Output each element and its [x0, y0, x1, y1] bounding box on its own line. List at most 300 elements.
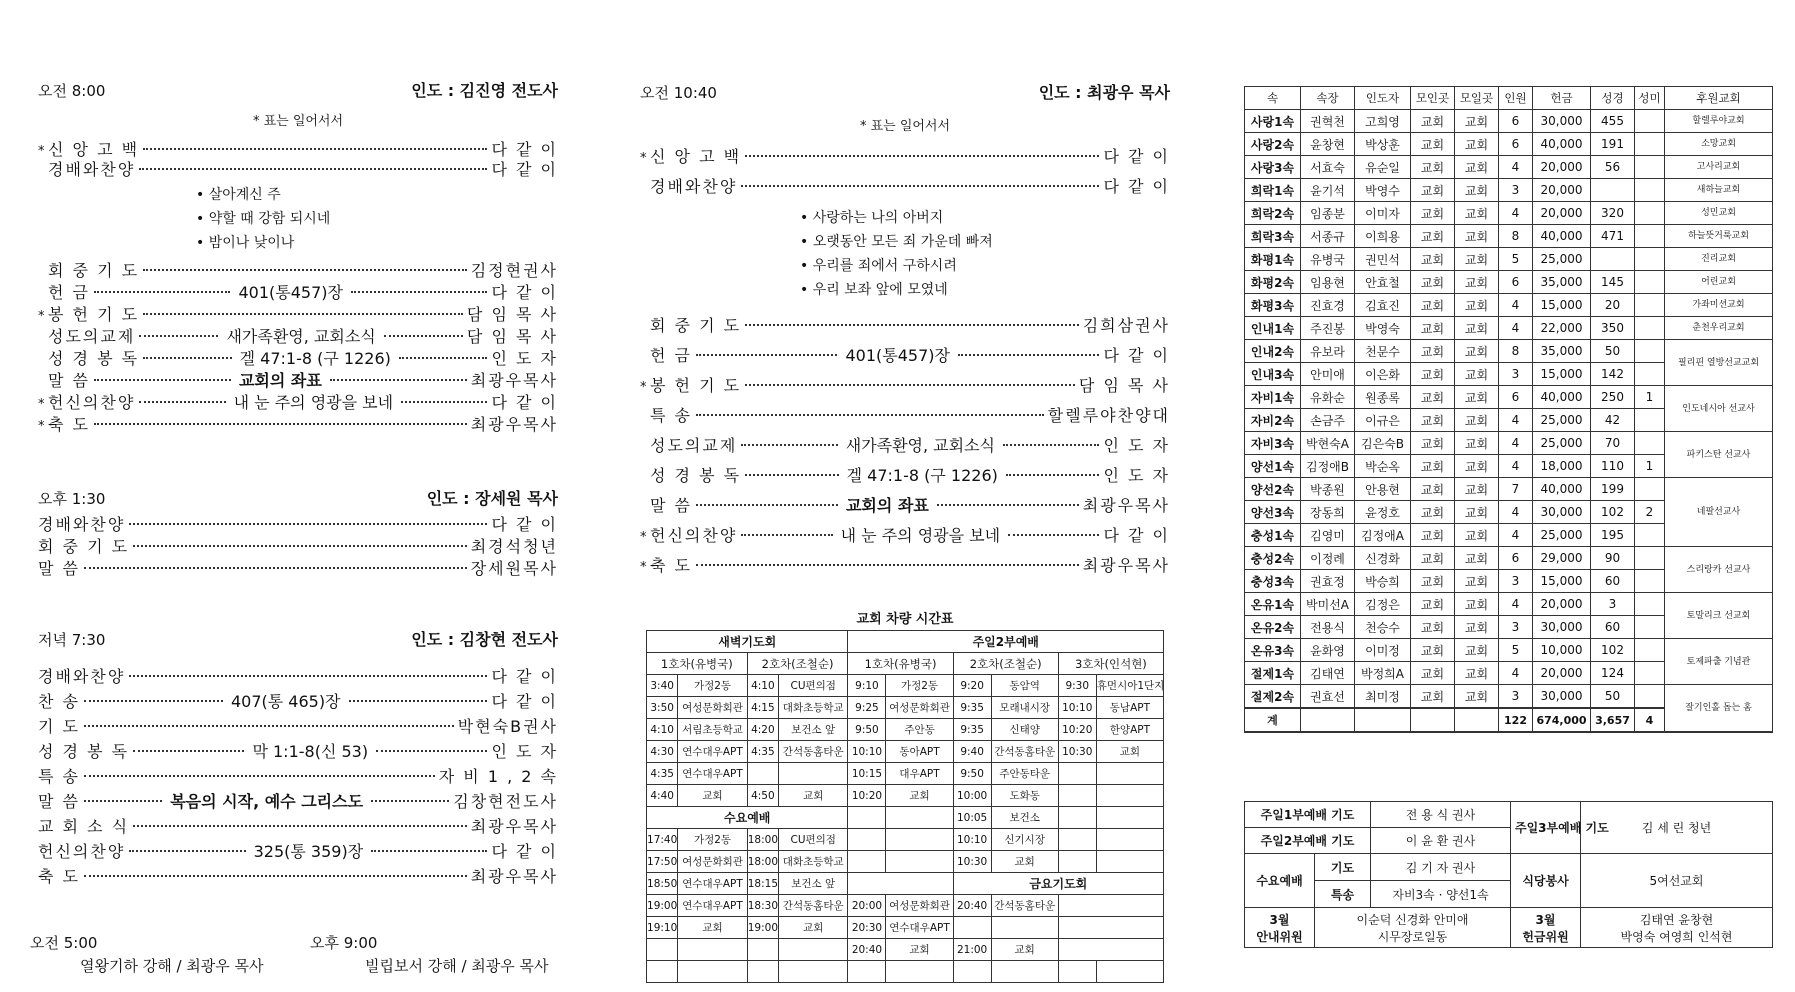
order-label: 회 중 기 도	[48, 261, 140, 280]
group-cell: 교회	[1411, 179, 1455, 202]
group-col-header: 인도자	[1355, 87, 1411, 110]
bus-stop	[991, 917, 1058, 939]
group-row	[1245, 225, 1773, 248]
order-row	[640, 553, 1170, 576]
order-label: 신 앙 고 백	[650, 147, 742, 166]
hymn-title: • 오랫동안 모든 죄 가운데 빠져	[800, 231, 993, 251]
group-cell	[1635, 363, 1665, 386]
group-col-header: 속장	[1301, 87, 1355, 110]
group-cell: 교회	[1411, 340, 1455, 363]
bus-row	[647, 675, 1164, 697]
group-cell: 교회	[1411, 478, 1455, 501]
leader-dots	[745, 384, 1075, 386]
support-church: 가좌미션교회	[1665, 294, 1773, 317]
group-cell: 이정례	[1301, 547, 1355, 570]
group-cell: 15,000	[1533, 363, 1591, 386]
support-church: 스리랑카 선교사	[1665, 547, 1773, 593]
group-cell: 교회	[1411, 639, 1455, 662]
order-row	[38, 764, 558, 787]
group-cell: 교회	[1411, 662, 1455, 685]
group-cell: 교회	[1455, 340, 1499, 363]
leader-dots	[143, 357, 232, 359]
order-label: 교 회 소 식	[38, 817, 130, 836]
support-church: 하늘뜻거룩교회	[1665, 225, 1773, 248]
order-row	[38, 258, 558, 281]
group-cell: 권효선	[1301, 685, 1355, 709]
leader-dots	[94, 291, 230, 293]
order-person: 다 같 이	[1103, 147, 1170, 166]
group-cell: 권혁천	[1301, 110, 1355, 133]
stand-mark: *	[38, 144, 45, 159]
support-church: 토말리크 선교회	[1665, 593, 1773, 639]
order-row	[640, 433, 1170, 456]
group-total-cell	[1355, 708, 1411, 732]
order-label: 경배와찬양	[650, 177, 738, 196]
bus-empty-cell	[1096, 961, 1163, 983]
bus-time: 9:50	[953, 763, 991, 785]
group-cell: 50	[1591, 340, 1635, 363]
duty-offer-names-1: 김태연 윤창현	[1639, 912, 1714, 927]
group-name: 사랑2속	[1245, 133, 1301, 156]
group-cell: 원종록	[1355, 386, 1411, 409]
leader-dots	[84, 725, 454, 727]
bus-time: 3:40	[647, 675, 678, 697]
group-cell: 김태연	[1301, 662, 1355, 685]
bus-empty-cell	[747, 961, 778, 983]
order-row	[38, 324, 558, 347]
group-cell: 4	[1499, 294, 1533, 317]
group-cell: 장동희	[1301, 501, 1355, 524]
group-cell: 7	[1499, 478, 1533, 501]
leader-dots	[741, 444, 837, 446]
group-cell: 교회	[1411, 501, 1455, 524]
order-label: 축 도	[48, 415, 90, 434]
hymn-title: • 우리를 죄에서 구하시려	[800, 255, 957, 275]
group-cell: 25,000	[1533, 432, 1591, 455]
morning2-time: 오전 10:40	[640, 84, 717, 102]
bus-time: 9:30	[1058, 675, 1096, 697]
order-label: 찬 송	[38, 692, 80, 711]
group-cell: 교회	[1455, 570, 1499, 593]
group-cell: 3	[1499, 179, 1533, 202]
bus-stop: 대화초등학교	[779, 851, 848, 873]
afternoon-header	[38, 486, 558, 509]
leader-dots	[401, 401, 487, 403]
bus-time: 9:10	[848, 675, 886, 697]
group-cell: 4	[1499, 432, 1533, 455]
group-col-header: 헌금	[1533, 87, 1591, 110]
group-cell: 195	[1591, 524, 1635, 547]
group-cell: 교회	[1411, 547, 1455, 570]
group-cell	[1635, 685, 1665, 709]
order-label: 말 씀	[38, 559, 80, 578]
group-row	[1245, 271, 1773, 294]
order-row	[640, 523, 1170, 546]
duty-guide-label	[1245, 908, 1315, 948]
order-detail: 겔 47:1-8 (구 1226)	[843, 463, 1002, 486]
leader-dots	[958, 354, 1099, 356]
bus-empty-cell	[1058, 961, 1096, 983]
order-person: 다 같 이	[491, 140, 558, 159]
order-person: 다 같 이	[491, 692, 559, 711]
group-total-cell: 122	[1499, 708, 1533, 732]
group-row	[1245, 156, 1773, 179]
order-row	[38, 512, 558, 535]
group-name: 자비1속	[1245, 386, 1301, 409]
order-person: 다 같 이	[491, 515, 558, 534]
bus-time: 4:35	[647, 763, 678, 785]
group-cell: 유화순	[1301, 386, 1355, 409]
group-cell: 3	[1499, 616, 1533, 639]
bus-time	[848, 829, 886, 851]
order-person: 인 도 자	[491, 349, 558, 368]
group-cell	[1635, 593, 1665, 616]
stand-mark: *	[640, 151, 647, 166]
order-person: 인 도 자	[1103, 466, 1170, 485]
group-cell: 이희용	[1355, 225, 1411, 248]
group-total-cell: 4	[1635, 708, 1665, 732]
group-cell: 교회	[1411, 685, 1455, 709]
group-cell: 손금주	[1301, 409, 1355, 432]
group-cell: 유병국	[1301, 248, 1355, 271]
leader-dots	[143, 269, 467, 271]
group-cell: 교회	[1411, 271, 1455, 294]
group-row	[1245, 110, 1773, 133]
stand-mark: *	[640, 380, 647, 395]
duty-offer-month: 3월	[1535, 912, 1556, 927]
bus-empty-cell	[678, 939, 747, 961]
bus-vehicle-col: 1호차(유병국)	[848, 653, 953, 675]
bus-time: 18:15	[747, 873, 778, 895]
leader-dots	[349, 700, 488, 702]
bus-sunday2-title: 주일2부예배	[848, 631, 1164, 653]
bus-time: 4:10	[647, 719, 678, 741]
order-detail: 교회의 좌표	[235, 368, 326, 391]
order-detail: 겔 47:1-8 (구 1226)	[236, 346, 395, 369]
bus-col-row	[647, 653, 1164, 675]
leader-dots	[129, 523, 487, 525]
group-cell: 35,000	[1533, 271, 1591, 294]
group-row	[1245, 593, 1773, 616]
group-cell: 15,000	[1533, 294, 1591, 317]
order-person: 다 같 이	[491, 283, 558, 302]
duty-pray-value: 김 기 자 권사	[1371, 854, 1511, 881]
bus-empty-cell	[647, 961, 678, 983]
group-cell	[1635, 202, 1665, 225]
order-person: 다 같 이	[491, 842, 559, 861]
group-row	[1245, 432, 1773, 455]
group-cell: 20,000	[1533, 593, 1591, 616]
group-cell: 교회	[1411, 248, 1455, 271]
group-name: 절제2속	[1245, 685, 1301, 709]
group-name: 자비2속	[1245, 409, 1301, 432]
leader-dots	[696, 504, 838, 506]
bus-stop: 교회	[678, 785, 747, 807]
bus-stop: 교회	[779, 917, 848, 939]
group-cell: 60	[1591, 616, 1635, 639]
group-cell: 교회	[1455, 409, 1499, 432]
group-cell	[1635, 225, 1665, 248]
group-cell: 124	[1591, 662, 1635, 685]
bus-time: 19:00	[747, 917, 778, 939]
bus-time: 4:35	[747, 741, 778, 763]
morning1-header	[38, 78, 558, 101]
group-cell: 교회	[1411, 110, 1455, 133]
group-cell: 40,000	[1533, 225, 1591, 248]
duty-guide-month: 3월	[1269, 912, 1290, 927]
group-cell: 권효정	[1301, 570, 1355, 593]
support-church: 진리교회	[1665, 248, 1773, 271]
leader-dots	[1008, 534, 1099, 536]
group-cell: 8	[1499, 340, 1533, 363]
order-row	[640, 174, 1170, 197]
cell-group-table	[1244, 86, 1773, 733]
bus-time: 4:40	[647, 785, 678, 807]
bus-time: 9:50	[848, 719, 886, 741]
group-cell: 임종분	[1301, 202, 1355, 225]
bus-stop: 교회	[1096, 741, 1163, 763]
bus-time	[1058, 829, 1096, 851]
group-cell: 교회	[1455, 156, 1499, 179]
bus-row	[647, 697, 1164, 719]
bus-stop: 대우APT	[886, 763, 953, 785]
order-person: 장세원목사	[470, 559, 558, 578]
group-cell	[1635, 317, 1665, 340]
group-row	[1245, 685, 1773, 709]
group-cell: 25,000	[1533, 524, 1591, 547]
order-label: 경배와찬양	[48, 160, 136, 179]
bus-time: 20:40	[953, 895, 991, 917]
group-cell: 102	[1591, 501, 1635, 524]
order-person: 최광우목사	[1082, 496, 1171, 515]
group-cell: 교회	[1455, 271, 1499, 294]
group-cell: 4	[1499, 317, 1533, 340]
bus-empty-cell	[747, 939, 778, 961]
hymn-title: • 사랑하는 나의 아버지	[800, 207, 943, 227]
bus-vehicle-col: 2호차(조철순)	[953, 653, 1058, 675]
group-cell: 이규은	[1355, 409, 1411, 432]
group-cell: 교회	[1411, 386, 1455, 409]
group-cell: 29,000	[1533, 547, 1591, 570]
leader-dots	[371, 800, 449, 802]
leader-dots	[84, 875, 467, 877]
bus-stop	[1096, 807, 1163, 829]
leader-dots	[94, 379, 231, 381]
duty-special-label: 특송	[1315, 881, 1371, 908]
bus-stop: 가정2동	[886, 675, 953, 697]
bus-time: 19:00	[647, 895, 678, 917]
leader-dots	[84, 800, 162, 802]
group-row	[1245, 547, 1773, 570]
group-cell: 25,000	[1533, 409, 1591, 432]
leader-dots	[696, 564, 1079, 566]
bus-empty-cell	[1058, 939, 1163, 961]
leader-dots	[94, 423, 467, 425]
group-name: 희락1속	[1245, 179, 1301, 202]
bus-stop: 연수대우APT	[678, 895, 747, 917]
group-cell: 3	[1499, 570, 1533, 593]
group-cell: 30,000	[1533, 685, 1591, 709]
morning2-note: * 표는 일어서서	[859, 119, 951, 134]
group-cell: 교회	[1411, 593, 1455, 616]
duty-offer-names-2: 박영숙 여영희 인석현	[1620, 929, 1733, 944]
group-name: 양선1속	[1245, 455, 1301, 478]
order-row	[38, 556, 558, 579]
group-cell: 박종원	[1301, 478, 1355, 501]
order-person: 인 도 자	[1103, 436, 1171, 455]
bus-empty-cell	[678, 961, 747, 983]
morning1-time: 오전 8:00	[38, 82, 106, 100]
leader-dots	[741, 185, 1099, 187]
stand-mark: *	[640, 530, 647, 545]
group-cell: 40,000	[1533, 133, 1591, 156]
group-cell: 25,000	[1533, 248, 1591, 271]
bus-row	[647, 917, 1164, 939]
leader-dots	[696, 354, 837, 356]
group-row	[1245, 294, 1773, 317]
group-name: 온유3속	[1245, 639, 1301, 662]
group-cell: 3	[1499, 685, 1533, 709]
group-col-header: 후원교회	[1665, 87, 1773, 110]
bus-row	[647, 719, 1164, 741]
bus-empty-cell	[886, 961, 953, 983]
order-detail: 325(통 359)장	[250, 839, 368, 862]
duty-sunday3-value: 김 세 린 청년	[1581, 802, 1773, 854]
order-person: 김정현권사	[470, 261, 558, 280]
group-cell: 권민석	[1355, 248, 1411, 271]
group-cell: 102	[1591, 639, 1635, 662]
stand-mark: *	[38, 397, 45, 412]
group-cell: 교회	[1455, 639, 1499, 662]
order-detail: 401(통457)장	[841, 343, 953, 366]
order-person: 담 임 목 사	[466, 327, 558, 346]
group-name: 충성1속	[1245, 524, 1301, 547]
bus-stop: 교회	[991, 851, 1058, 873]
bus-time	[1058, 763, 1096, 785]
bus-stop: 여성문화회관	[886, 697, 953, 719]
group-row	[1245, 386, 1773, 409]
group-cell: 김은숙B	[1355, 432, 1411, 455]
group-cell: 4	[1499, 593, 1533, 616]
bus-empty-cell	[1058, 895, 1163, 917]
group-name: 화평3속	[1245, 294, 1301, 317]
group-cell: 주진봉	[1301, 317, 1355, 340]
bus-stop: 교회	[886, 939, 953, 961]
bus-stop: 도화동	[991, 785, 1058, 807]
bus-vehicle-col: 3호차(인석현)	[1058, 653, 1163, 675]
group-cell	[1591, 179, 1635, 202]
order-row	[38, 390, 558, 413]
order-person: 다 같 이	[491, 667, 558, 686]
order-label: 헌신의찬양	[38, 842, 126, 861]
bus-row	[647, 829, 1164, 851]
bus-stop: 주안동	[886, 719, 953, 741]
group-name: 양선3속	[1245, 501, 1301, 524]
group-cell	[1635, 271, 1665, 294]
bus-time: 10:10	[953, 829, 991, 851]
order-detail: 407(통 465)장	[227, 689, 345, 712]
morning2-header	[640, 80, 1170, 103]
support-church: 잘기인홀 돕는 홈	[1665, 685, 1773, 733]
group-cell: 신경화	[1355, 547, 1411, 570]
group-cell: 교회	[1411, 432, 1455, 455]
bus-time	[1058, 785, 1096, 807]
bus-time: 10:20	[848, 785, 886, 807]
group-row	[1245, 317, 1773, 340]
bus-stop: 서림초등학교	[678, 719, 747, 741]
group-cell: 고희영	[1355, 110, 1411, 133]
group-name: 희락3속	[1245, 225, 1301, 248]
group-name: 희락2속	[1245, 202, 1301, 225]
order-label: 성도의교제	[48, 327, 136, 346]
group-cell: 교회	[1455, 662, 1499, 685]
order-person: 자 비 1 , 2 속	[438, 767, 558, 786]
leader-dots	[376, 750, 487, 752]
group-cell: 이미자	[1355, 202, 1411, 225]
support-church: 춘천우리교회	[1665, 317, 1773, 340]
group-cell: 안미애	[1301, 363, 1355, 386]
group-row	[1245, 133, 1773, 156]
group-cell: 455	[1591, 110, 1635, 133]
support-church: 성민교회	[1665, 202, 1773, 225]
order-detail: 막 1:1-8(신 53)	[248, 739, 372, 762]
group-cell: 20,000	[1533, 202, 1591, 225]
group-cell: 교회	[1411, 616, 1455, 639]
bus-stop: 여성문화회관	[678, 851, 747, 873]
group-cell: 안효철	[1355, 271, 1411, 294]
order-label: 헌신의찬양	[48, 393, 136, 412]
group-cell: 교회	[1455, 478, 1499, 501]
bus-time: 10:00	[953, 785, 991, 807]
group-cell: 박영수	[1355, 179, 1411, 202]
leader-dots	[133, 750, 244, 752]
group-cell: 60	[1591, 570, 1635, 593]
duty-guide-group: 시무장로일동	[1377, 929, 1448, 944]
leader-dots	[129, 675, 487, 677]
leader-dots	[399, 357, 488, 359]
bus-stop: 간석동홈타운	[779, 741, 848, 763]
group-cell: 250	[1591, 386, 1635, 409]
group-cell: 70	[1591, 432, 1635, 455]
group-cell	[1635, 570, 1665, 593]
duty-offer-label	[1511, 908, 1581, 948]
group-cell: 5	[1499, 639, 1533, 662]
bus-stop: 교회	[991, 939, 1058, 961]
order-label: 말 씀	[650, 496, 692, 515]
order-label: 봉 헌 기 도	[48, 305, 140, 324]
group-cell: 박순옥	[1355, 455, 1411, 478]
order-person: 박현숙B권사	[457, 717, 558, 736]
bus-stop: 신태양	[991, 719, 1058, 741]
leader-dots	[133, 545, 467, 547]
bus-stop: 연수대우APT	[678, 873, 747, 895]
group-cell	[1635, 662, 1665, 685]
group-cell: 전용식	[1301, 616, 1355, 639]
bus-stop: 여성문화회관	[678, 697, 747, 719]
group-cell: 10,000	[1533, 639, 1591, 662]
group-name: 절제1속	[1245, 662, 1301, 685]
order-label: 축 도	[38, 867, 80, 886]
bus-stop: 보건소 앞	[779, 719, 848, 741]
leader-dots	[745, 474, 839, 476]
group-cell	[1635, 639, 1665, 662]
group-cell: 유순일	[1355, 156, 1411, 179]
group-cell: 교회	[1455, 501, 1499, 524]
evening-header	[38, 627, 558, 650]
duty-pray-label: 기도	[1315, 854, 1371, 881]
leader-dots	[330, 379, 467, 381]
bus-time: 20:40	[848, 939, 886, 961]
